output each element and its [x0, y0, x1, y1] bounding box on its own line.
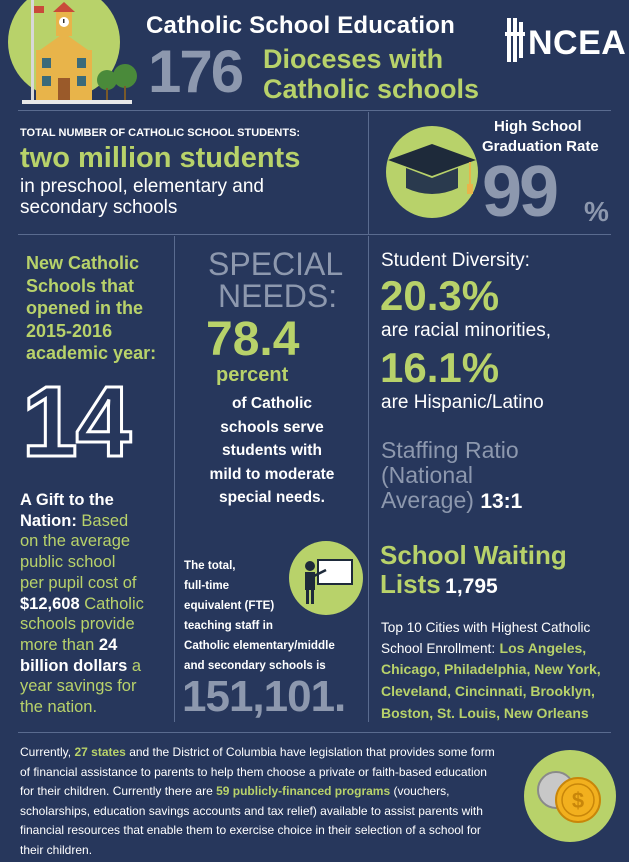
cities-line-2: [381, 640, 586, 658]
waiting-title-2: Lists: [380, 569, 441, 599]
divider: [18, 732, 611, 733]
footer-p5: financial resources that enable them to exercise choice in their selection of a school for: [20, 823, 481, 837]
staff-line: teaching staff in: [184, 619, 273, 632]
special-needs-title-2: NEEDS:: [218, 278, 338, 314]
special-needs-unit: percent: [216, 364, 289, 386]
new-schools-number: 14: [22, 366, 130, 478]
gift-l3: on the average: [20, 532, 131, 551]
gift-l7: schools provide: [20, 615, 135, 634]
footer-p2: of financial assistance to parents to help them choose a private or faith-based education: [20, 764, 487, 779]
staff-line: full-time: [184, 579, 230, 592]
dioceses-number: 176: [148, 38, 243, 105]
diversity-pct-2: 16.1%: [380, 344, 500, 391]
dioceses-label-2: Catholic schools: [263, 74, 480, 104]
new-schools-line: New Catholic: [26, 253, 140, 273]
gift-l2-bold: Nation:: [20, 511, 77, 530]
school-building-icon: [0, 0, 150, 110]
diversity-label-2: are Hispanic/Latino: [381, 392, 544, 413]
gift-l2: Based: [81, 511, 129, 530]
gift-l10: year savings for: [20, 677, 137, 696]
staff-line: Catholic elementary/middle: [184, 639, 335, 652]
special-needs-line: special needs.: [219, 489, 325, 506]
students-line-2: secondary schools: [20, 197, 178, 218]
staffing-text: [381, 438, 522, 514]
gift-l9-bold: billion dollars: [20, 656, 128, 675]
new-schools-line: 2015-2016: [26, 320, 113, 341]
svg-text:$: $: [571, 788, 585, 813]
special-needs-line: students with: [222, 442, 322, 459]
staffing-line: (National: [381, 462, 474, 488]
new-schools-line: academic year:: [26, 343, 157, 363]
footer-p6: their children.: [20, 842, 93, 857]
footer-paragraph: [20, 743, 495, 860]
graduation-label-2: Graduation Rate: [482, 138, 599, 155]
divider: [368, 112, 369, 234]
cities-c4: Boston, St. Louis, New Orleans: [381, 705, 589, 721]
cities-c1: Los Angeles,: [499, 640, 587, 656]
cities-heading-1: Top 10 Cities with Highest Catholic: [381, 620, 591, 635]
divider: [18, 234, 611, 235]
gift-l6: Catholic: [84, 594, 144, 613]
footer-p3a: for their children. Currently there are: [20, 784, 213, 798]
cities-heading-2: School Enrollment:: [381, 641, 496, 656]
diversity-title: Student Diversity:: [381, 250, 530, 271]
gift-l1: A Gift to the: [20, 491, 114, 509]
gift-l4: public school: [20, 553, 116, 572]
staff-number: 151,101.: [182, 672, 346, 721]
staffing-line: Staffing Ratio: [381, 437, 519, 463]
special-needs-number: 78.4: [206, 313, 300, 366]
gift-l11: the nation.: [20, 698, 98, 717]
staff-line: and secondary schools is: [184, 659, 326, 672]
special-needs-title-1: SPECIAL: [208, 246, 344, 282]
waiting-number: 1,795: [445, 575, 498, 598]
staffing-line: [381, 488, 522, 514]
ncea-logo-icon: [505, 18, 525, 62]
new-schools-line: Schools that: [26, 275, 135, 296]
students-heading: TOTAL NUMBER OF CATHOLIC SCHOOL STUDENTS:: [20, 127, 301, 139]
graduation-cap-icon: [384, 120, 480, 220]
special-needs-line: schools serve: [220, 418, 324, 436]
teacher-board-icon: [288, 540, 364, 616]
dioceses-label-1: Dioceses with: [263, 44, 444, 74]
cities-c2: Chicago, Philadelphia, New York,: [381, 661, 601, 677]
new-schools-line: opened in the: [26, 298, 143, 318]
main-title: Catholic School Education: [146, 12, 456, 39]
special-needs-line: mild to moderate: [209, 465, 335, 483]
cities-c3: Cleveland, Cincinnati, Brooklyn,: [381, 683, 595, 699]
students-line-1: in preschool, elementary and: [20, 176, 264, 197]
footer-p1c: and the District of Columbia have legislation that provides some form: [129, 745, 495, 759]
diversity-label-1: are racial minorities,: [381, 320, 551, 341]
gift-l8: more than: [20, 635, 95, 654]
footer-p3c: (vouchers,: [393, 784, 450, 798]
new-schools-text: [26, 252, 156, 365]
graduation-percent: %: [584, 196, 609, 227]
gift-l6-bold: $12,608: [20, 594, 80, 613]
coins-icon: [522, 748, 618, 844]
footer-p1a: Currently,: [20, 745, 72, 759]
gift-text: [20, 490, 144, 718]
ncea-logo-text: NCEA: [528, 24, 627, 62]
footer-p1b: 27 states: [74, 745, 126, 759]
special-needs-line: of Catholic: [231, 395, 313, 412]
divider: [174, 236, 175, 722]
staffing-ratio: 13:1: [480, 490, 523, 513]
gift-l8-bold: 24: [98, 635, 118, 654]
footer-p3b: 59 publicly-financed programs: [216, 784, 391, 798]
staffing-line-3: Average): [381, 487, 474, 513]
staff-line: The total,: [184, 559, 236, 572]
staff-line: equivalent (FTE): [184, 599, 275, 612]
diversity-pct-1: 20.3%: [380, 272, 500, 319]
divider: [18, 110, 611, 111]
graduation-number: 99: [482, 152, 557, 232]
gift-l9: a: [131, 656, 142, 675]
students-big: two million students: [20, 142, 301, 174]
divider: [368, 236, 369, 722]
gift-l5: per pupil cost of: [20, 573, 137, 592]
waiting-title-1: School Waiting: [380, 540, 567, 570]
special-needs-text: [180, 392, 364, 510]
waiting-line-2: [380, 569, 498, 600]
graduation-label-1: High School: [494, 118, 582, 135]
footer-p4: scholarships, education savings accounts and tax relief) available to assist parents with: [20, 803, 483, 818]
